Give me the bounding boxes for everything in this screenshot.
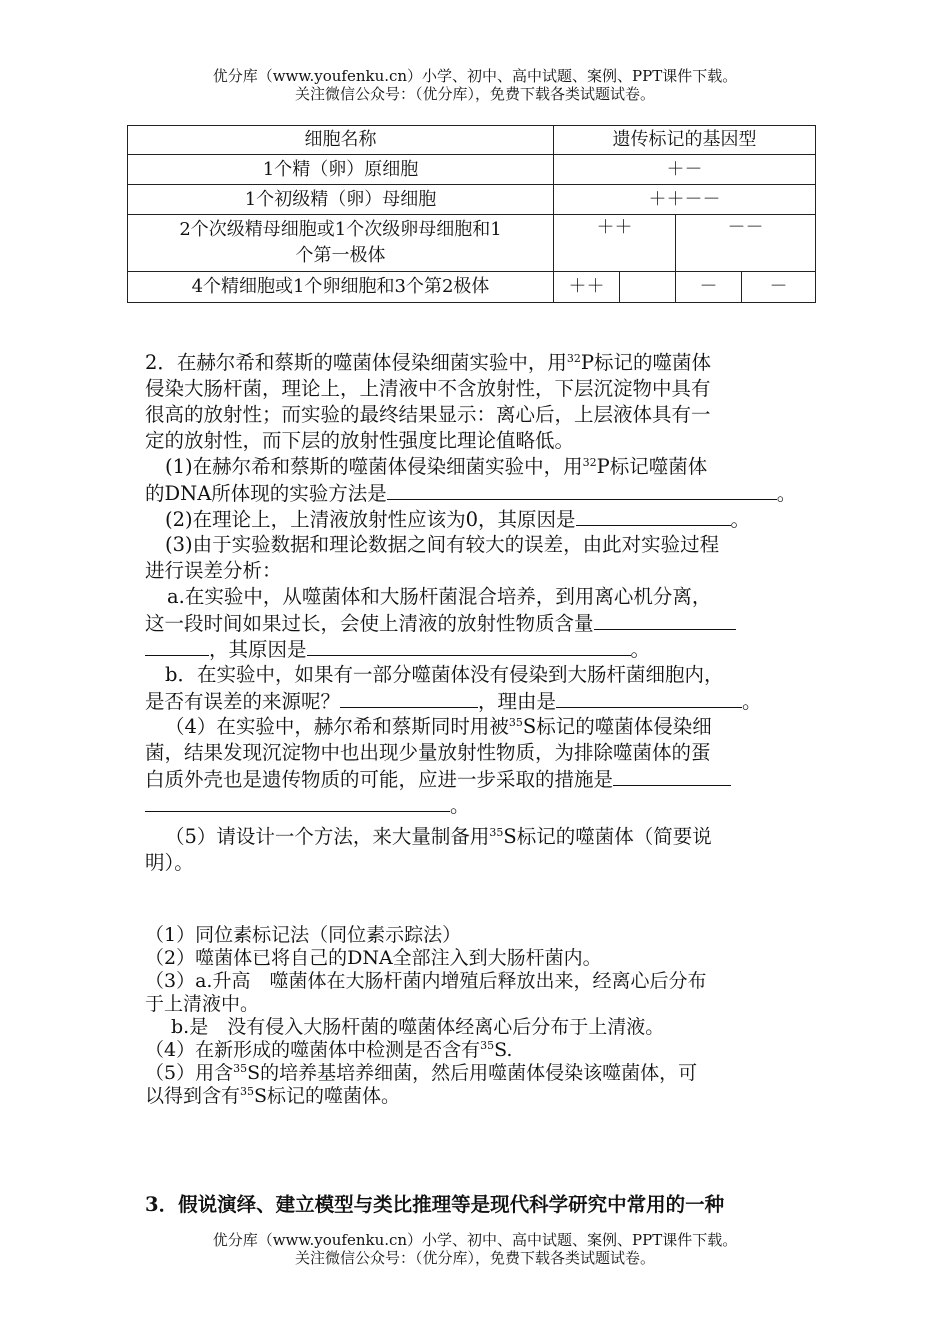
q2-line: 很高的放射性；而实验的最终结果显示：离心后，上层液体具有一 — [145, 403, 711, 426]
q2-text: S标记的噬菌体侵染细 — [522, 715, 712, 738]
q2-line — [145, 610, 815, 636]
q2-line — [145, 350, 815, 376]
answer-line: （1）同位素标记法（同位素示踪法） — [145, 924, 462, 946]
genotype-table — [127, 125, 816, 303]
q2-text: ，其原因是 — [209, 638, 307, 661]
q2-line — [145, 792, 815, 818]
cell-genotype-plus: ＋＋ — [554, 215, 676, 272]
answer-blank[interactable] — [556, 688, 742, 708]
q2-line: 侵染大肠杆菌，理论上，上清液中不含放射性，下层沉淀物中具有 — [145, 377, 711, 400]
superscript: 32 — [582, 456, 597, 469]
q2-line — [145, 714, 815, 740]
q3-line: 3．假说演绎、建立模型与类比推理等是现代科学研究中常用的一种 — [145, 1193, 725, 1216]
q2-line: 定的放射性，而下层的放射性强度比理论值略低。 — [145, 429, 575, 452]
q2-line — [145, 480, 815, 506]
header-cell-genotype: 遗传标记的基因型 — [554, 126, 816, 155]
answer-text: （5）用含 — [145, 1062, 234, 1084]
table-row — [128, 155, 816, 185]
superscript: 35 — [240, 1085, 255, 1098]
q2-line: 菌，结果发现沉淀物中也出现少量放射性物质，为排除噬菌体的蛋 — [145, 741, 711, 764]
footer-line-1: 优分库（www.youfenku.cn）小学、初中、高中试题、案例、PPT课件下载。 — [212, 1231, 738, 1249]
q2-text: P标记的噬菌体 — [580, 351, 712, 374]
q2-text: （4）在实验中，赫尔希和蔡斯同时用被 — [165, 715, 509, 738]
cell-genotype: ＋－ — [554, 155, 816, 185]
q2-text: ，理由是 — [478, 690, 557, 713]
q2-line: 明）。 — [145, 851, 194, 874]
q2-line: 进行误差分析： — [145, 559, 282, 582]
table-row — [128, 215, 816, 272]
superscript: 35 — [508, 716, 523, 729]
answer-text: S标记的噬菌体。 — [254, 1085, 401, 1107]
q2-text: (2)在理论上，上清液放射性应该为0，其原因是 — [165, 508, 576, 531]
table-row — [128, 185, 816, 215]
question-2 — [145, 350, 815, 876]
q2-text: 的DNA所体现的实验方法是 — [145, 482, 387, 505]
footer-line-2: 关注微信公众号：（优分库），免费下载各类试题试卷。 — [294, 1249, 655, 1267]
answer-blank[interactable] — [145, 792, 450, 812]
answer-blank[interactable] — [576, 506, 731, 526]
cell-name-line-2: 个第一极体 — [295, 245, 386, 266]
superscript: 32 — [566, 352, 581, 365]
cell-genotype: ＋＋－－ — [554, 185, 816, 215]
q2-text: 2．在赫尔希和蔡斯的噬菌体侵染细菌实验中，用 — [145, 351, 567, 374]
cell-name — [128, 215, 554, 272]
table-header-row — [128, 126, 816, 155]
cell-genotype-minus: －－ — [676, 215, 816, 272]
header-line-1: 优分库（www.youfenku.cn）小学、初中、高中试题、案例、PPT课件下载。 — [212, 67, 738, 85]
answer-section — [145, 924, 815, 1108]
answer-text: 以得到含有 — [145, 1085, 241, 1107]
answer-line — [145, 1085, 815, 1108]
q2-text: 。 — [742, 690, 762, 713]
answer-line: （3）a.升高 噬菌体在大肠杆菌内增殖后释放出来，经离心后分布 — [145, 970, 707, 992]
q2-line: (3)由于实验数据和理论数据之间有较大的误差，由此对实验过程 — [165, 533, 720, 556]
q2-line — [145, 636, 815, 662]
q2-text: (1)在赫尔希和蔡斯的噬菌体侵染细菌实验中，用 — [165, 455, 583, 478]
table-row — [128, 272, 816, 303]
answer-line — [145, 1062, 815, 1085]
q2-text: 。 — [450, 794, 470, 817]
answer-blank[interactable] — [307, 636, 631, 656]
q2-line: b．在实验中，如果有一部分噬菌体没有侵染到大肠杆菌细胞内， — [165, 663, 724, 686]
answer-text: （4）在新形成的噬菌体中检测是否含有 — [145, 1039, 481, 1061]
cell-genotype-2 — [620, 272, 676, 303]
superscript: 35 — [233, 1062, 248, 1075]
q2-text: P标记噬菌体 — [596, 455, 708, 478]
header-line-2: 关注微信公众号：（优分库），免费下载各类试题试卷。 — [294, 85, 655, 103]
q2-line — [145, 688, 815, 714]
cell-genotype-3: － — [676, 272, 742, 303]
q2-text: 。 — [776, 482, 797, 505]
page-header — [0, 67, 950, 103]
question-3 — [145, 1192, 815, 1218]
answer-line: （2）噬菌体已将自己的DNA全部注入到大肠杆菌内。 — [145, 947, 602, 969]
q2-text: S标记的噬菌体（简要说 — [503, 825, 712, 848]
answer-blank[interactable] — [613, 766, 731, 786]
q2-text: 是否有误差的来源呢？ — [145, 690, 341, 713]
q2-text: 。 — [730, 508, 751, 531]
q2-text: 。 — [630, 638, 651, 661]
cell-name: 1个初级精（卵）母细胞 — [128, 185, 554, 215]
q2-line — [145, 824, 815, 850]
q2-text: 这一段时间如果过长，会使上清液的放射性物质含量 — [145, 612, 594, 635]
page-footer — [0, 1231, 950, 1267]
cell-name-line-1: 2个次级精母细胞或1个次级卵母细胞和1 — [179, 219, 502, 240]
cell-genotype-1: ＋＋ — [554, 272, 620, 303]
answer-text: S. — [494, 1039, 513, 1061]
answer-blank[interactable] — [387, 480, 777, 500]
superscript: 35 — [489, 826, 504, 839]
q2-text: 白质外壳也是遗传物质的可能，应进一步采取的措施是 — [145, 768, 614, 791]
q2-line — [145, 766, 815, 792]
answer-line: b.是 没有侵入大肠杆菌的噬菌体经离心后分布于上清液。 — [171, 1016, 665, 1038]
answer-blank[interactable] — [594, 610, 736, 630]
cell-name: 4个精细胞或1个卵细胞和3个第2极体 — [128, 272, 554, 303]
answer-line: 于上清液中。 — [145, 993, 260, 1015]
cell-name: 1个精（卵）原细胞 — [128, 155, 554, 185]
superscript: 35 — [480, 1039, 495, 1052]
cell-genotype-4: － — [742, 272, 816, 303]
answer-blank[interactable] — [145, 636, 209, 656]
q2-line — [145, 506, 815, 532]
answer-line — [145, 1039, 815, 1062]
header-cell-name: 细胞名称 — [128, 126, 554, 155]
q2-text: （5）请设计一个方法，来大量制备用 — [165, 825, 490, 848]
answer-text: S的培养基培养细菌，然后用噬菌体侵染该噬菌体，可 — [247, 1062, 698, 1084]
q2-line — [145, 454, 815, 480]
q2-line: a.在实验中，从噬菌体和大肠杆菌混合培养，到用离心机分离， — [167, 585, 712, 608]
answer-blank[interactable] — [340, 688, 478, 708]
